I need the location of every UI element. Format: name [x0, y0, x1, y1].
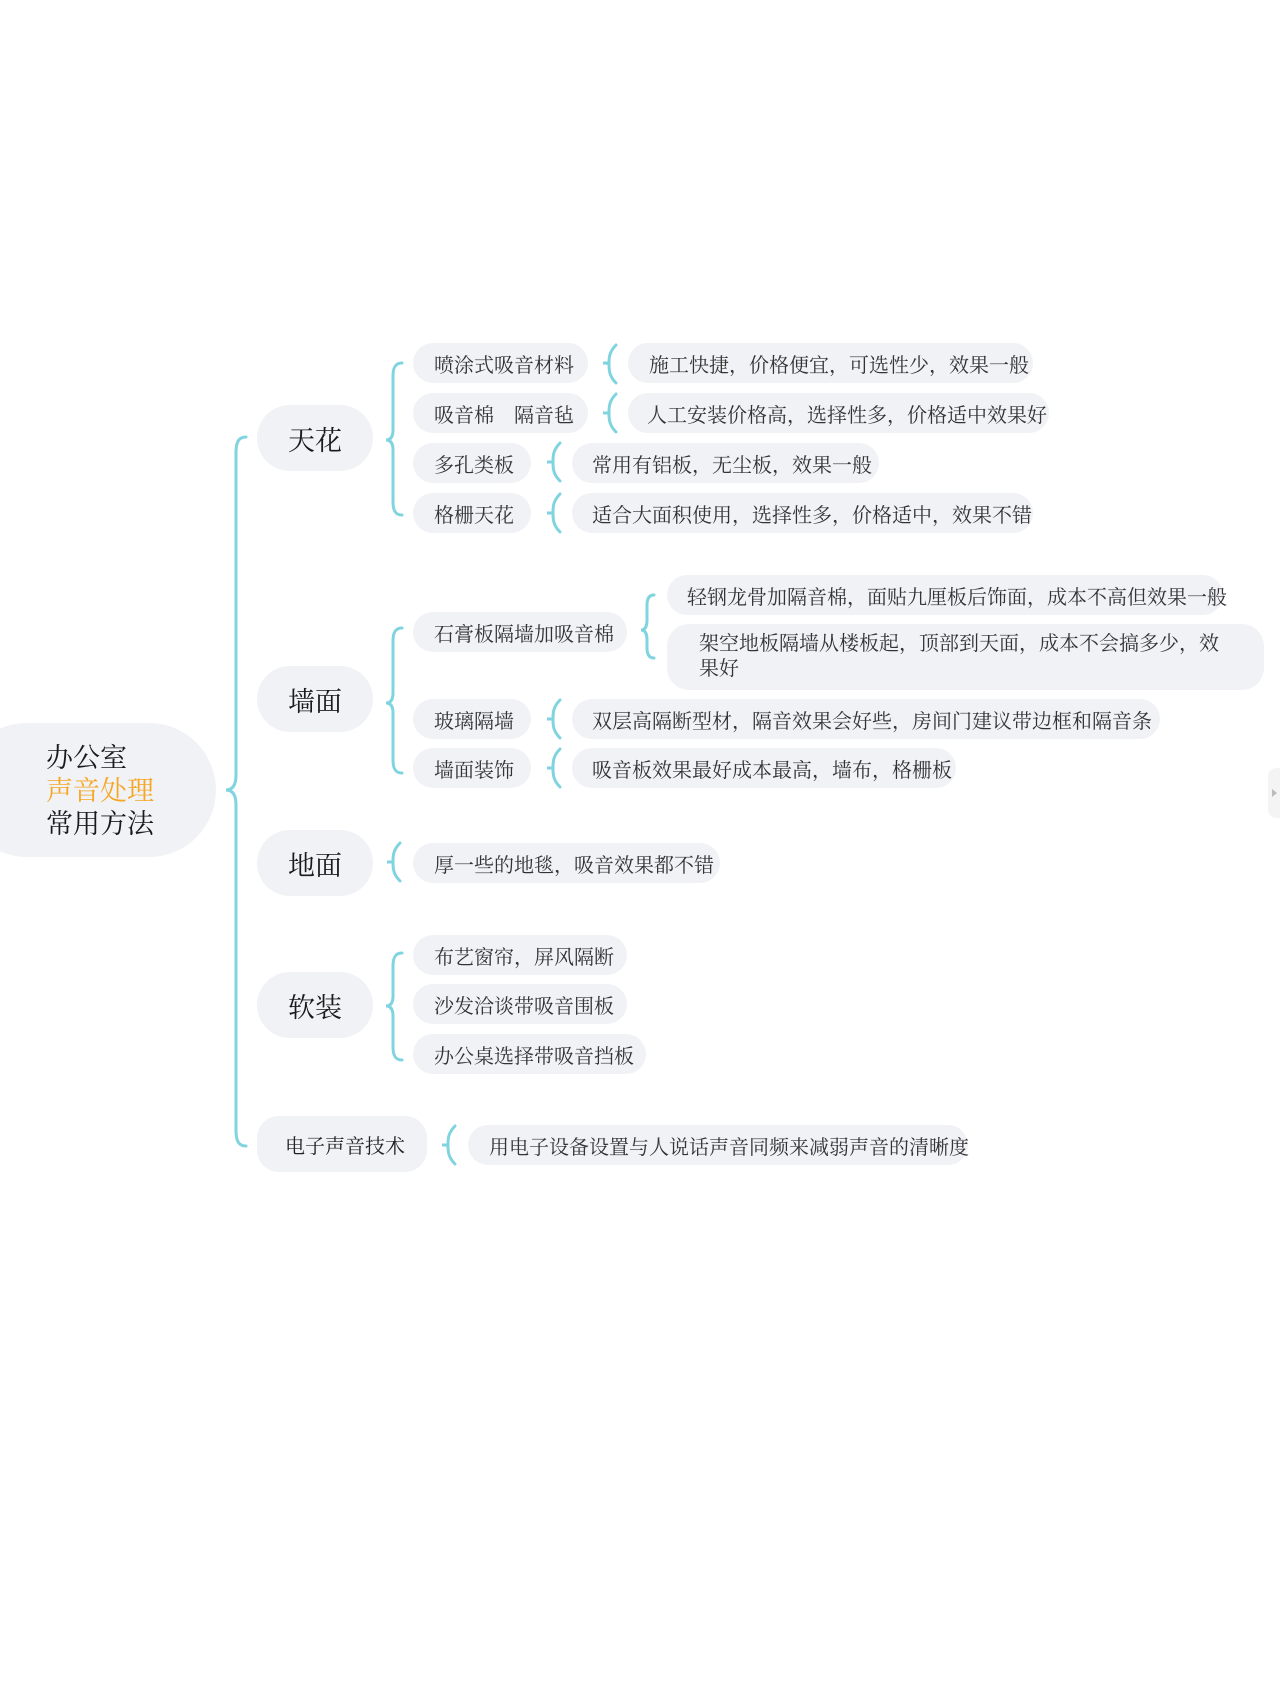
item-qiangmianzhuangshi[interactable]: 墙面装饰 [413, 748, 531, 788]
detail-penshi[interactable]: 施工快捷，价格便宜，可选性少，效果一般 [628, 343, 1033, 383]
item-shafa[interactable]: 沙发洽谈带吸音围板 [413, 984, 627, 1024]
detail-geshan[interactable]: 适合大面积使用，选择性多，价格适中，效果不错 [572, 493, 1033, 533]
brace [547, 749, 560, 787]
detail-dianzi[interactable]: 用电子设备设置与人说话声音同频来减弱声音的清晰度 [468, 1125, 968, 1165]
item-shigaoban[interactable]: 石膏板隔墙加吸音棉 [413, 612, 627, 652]
branch-tianhua[interactable]: 天花 [257, 405, 373, 471]
panel-collapse-handle[interactable] [1268, 768, 1280, 818]
trunk-bracket [226, 437, 246, 1146]
item-xiyinmian[interactable]: 吸音棉 隔音毡 [413, 393, 588, 433]
bracket-shigaoban [641, 595, 654, 658]
bracket-tianhua [386, 363, 402, 515]
branch-dimian[interactable]: 地面 [257, 830, 373, 896]
root-line-1: 办公室 [46, 743, 127, 773]
brace [387, 843, 400, 881]
detail-dimian[interactable]: 厚一些的地毯，吸音效果都不错 [413, 843, 720, 883]
item-duokong[interactable]: 多孔类板 [413, 443, 531, 483]
branch-qiangmian[interactable]: 墙面 [257, 666, 373, 732]
root-line-3: 常用方法 [46, 809, 154, 839]
item-geshan[interactable]: 格栅天花 [413, 493, 531, 533]
brace [603, 345, 616, 383]
detail-shigaoban-2[interactable]: 架空地板隔墙从楼板起，顶部到天面，成本不会搞多少，效果好 [667, 624, 1264, 690]
branch-dianzi[interactable]: 电子声音技术 [257, 1116, 427, 1172]
brace [547, 700, 560, 738]
root-line-2-highlight: 声音处理 [46, 776, 154, 806]
root-node[interactable] [0, 723, 216, 857]
brace [603, 394, 616, 432]
item-penshi[interactable]: 喷涂式吸音材料 [413, 343, 588, 383]
brace [547, 443, 560, 481]
detail-shigaoban-1[interactable]: 轻钢龙骨加隔音棉，面贴九厘板后饰面，成本不高但效果一般 [667, 575, 1223, 615]
branch-ruanzhuang[interactable]: 软装 [257, 972, 373, 1038]
brace [442, 1126, 455, 1164]
detail-duokong[interactable]: 常用有铝板，无尘板，效果一般 [572, 443, 879, 483]
brace [547, 494, 560, 532]
item-bangongzhuo[interactable]: 办公桌选择带吸音挡板 [413, 1034, 646, 1074]
item-buyi[interactable]: 布艺窗帘，屏风隔断 [413, 935, 627, 975]
detail-boli[interactable]: 双层高隔断型材，隔音效果会好些，房间门建议带边框和隔音条 [572, 699, 1160, 739]
bracket-qiangmian [386, 628, 402, 773]
detail-qiangmianzhuangshi[interactable]: 吸音板效果最好成本最高，墙布，格栅板 [572, 748, 956, 788]
item-boli[interactable]: 玻璃隔墙 [413, 699, 531, 739]
bracket-ruanzhuang [386, 953, 402, 1060]
detail-xiyinmian[interactable]: 人工安装价格高，选择性多，价格适中效果好 [628, 393, 1049, 433]
